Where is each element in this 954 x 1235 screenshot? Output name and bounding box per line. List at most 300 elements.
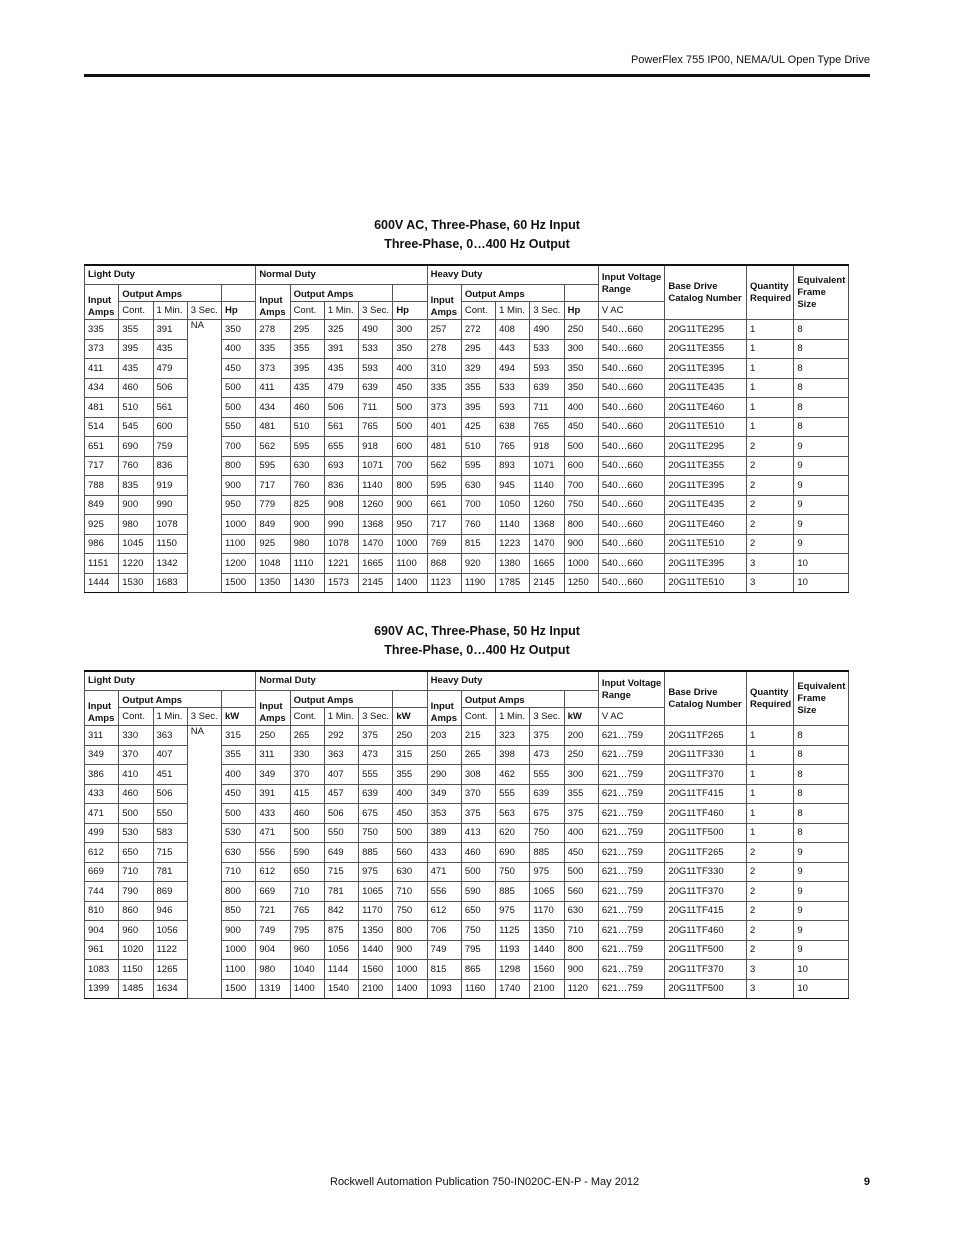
table-cell: 639 xyxy=(359,784,393,804)
table-cell: 443 xyxy=(496,339,530,359)
table-cell: 433 xyxy=(256,804,290,824)
table-cell: 1100 xyxy=(222,534,256,554)
table-cell: 925 xyxy=(256,534,290,554)
table-cell: 650 xyxy=(119,843,153,863)
caption-line-input: 600V AC, Three-Phase, 60 Hz Input xyxy=(374,218,580,232)
table-cell: 1400 xyxy=(290,979,324,999)
table-cell: 621…759 xyxy=(598,823,665,843)
table-cell: 500 xyxy=(564,862,598,882)
power-header: kW xyxy=(393,708,427,726)
table-cell: 8 xyxy=(794,726,849,746)
table-cell: 1048 xyxy=(256,554,290,574)
table-cell: 400 xyxy=(222,765,256,785)
table-cell: 1470 xyxy=(359,534,393,554)
table-cell: 3 xyxy=(746,979,793,999)
table-cell: 621…759 xyxy=(598,960,665,980)
table-cell: 471 xyxy=(256,823,290,843)
table-cell: 900 xyxy=(564,534,598,554)
table-cell: 500 xyxy=(564,437,598,457)
table-cell: 1150 xyxy=(153,534,187,554)
table-cell: 1634 xyxy=(153,979,187,999)
table-cell: 1193 xyxy=(496,940,530,960)
table-cell: 373 xyxy=(256,359,290,379)
table-cell: 330 xyxy=(119,726,153,746)
table-cell: 2 xyxy=(746,515,793,535)
table-cell: 779 xyxy=(256,495,290,515)
table-cell: 9 xyxy=(794,456,849,476)
table-cell: 621…759 xyxy=(598,765,665,785)
table-cell: 250 xyxy=(256,726,290,746)
three-sec-header: 3 Sec. xyxy=(187,708,221,726)
table-cell: 1071 xyxy=(359,456,393,476)
table-cell: 1160 xyxy=(461,979,495,999)
power-header: kW xyxy=(564,708,598,726)
table-cell: 500 xyxy=(222,804,256,824)
table-cell: 203 xyxy=(427,726,461,746)
table-cell: 710 xyxy=(222,862,256,882)
table-cell: 540…660 xyxy=(598,339,665,359)
table-cell: 10 xyxy=(794,960,849,980)
table-cell: 8 xyxy=(794,784,849,804)
table-cell: 1000 xyxy=(222,940,256,960)
table-cell: 1444 xyxy=(85,573,119,593)
table-cell: 315 xyxy=(222,726,256,746)
header-rule xyxy=(84,74,870,77)
table-cell: 323 xyxy=(496,726,530,746)
table-cell: 885 xyxy=(359,843,393,863)
table-cell: 1125 xyxy=(496,921,530,941)
heavy-duty-header: Heavy Duty xyxy=(427,671,598,691)
table-cell: 1000 xyxy=(393,534,427,554)
table-cell: 661 xyxy=(427,495,461,515)
table-cell: 765 xyxy=(359,417,393,437)
table-cell: 407 xyxy=(324,765,358,785)
table-cell: 612 xyxy=(427,901,461,921)
table-cell: 8 xyxy=(794,359,849,379)
table-cell: 20G11TF500 xyxy=(665,823,747,843)
table-cell: 849 xyxy=(85,495,119,515)
table-cell: 690 xyxy=(496,843,530,863)
table-cell: 1470 xyxy=(530,534,564,554)
table-cell: 350 xyxy=(564,378,598,398)
table-cell: 481 xyxy=(85,398,119,418)
caption-line-output: Three-Phase, 0…400 Hz Output xyxy=(384,643,570,657)
table-cell: 1071 xyxy=(530,456,564,476)
table-cell: 561 xyxy=(153,398,187,418)
table-cell: 1368 xyxy=(530,515,564,535)
three-sec-header: 3 Sec. xyxy=(530,302,564,320)
table-cell: 561 xyxy=(324,417,358,437)
one-min-header: 1 Min. xyxy=(324,302,358,320)
three-sec-header: 3 Sec. xyxy=(359,302,393,320)
table-cell: 1 xyxy=(746,359,793,379)
table-cell: 800 xyxy=(564,515,598,535)
table-cell: 457 xyxy=(324,784,358,804)
table-cell: 506 xyxy=(153,378,187,398)
table-cell: 975 xyxy=(496,901,530,921)
table-cell: 1350 xyxy=(530,921,564,941)
table-cell: 257 xyxy=(427,320,461,340)
table-cell: 875 xyxy=(324,921,358,941)
table-cell: 8 xyxy=(794,320,849,340)
table-cell: 555 xyxy=(496,784,530,804)
table-cell: 649 xyxy=(324,843,358,863)
table-cell: 1440 xyxy=(359,940,393,960)
table-cell: 980 xyxy=(256,960,290,980)
table-cell: 460 xyxy=(119,378,153,398)
table-cell: 1140 xyxy=(359,476,393,496)
table-cell: 1093 xyxy=(427,979,461,999)
table-cell: 850 xyxy=(222,901,256,921)
table-cell: 510 xyxy=(290,417,324,437)
table-cell: 675 xyxy=(530,804,564,824)
table-cell: 20G11TE510 xyxy=(665,573,747,593)
table-cell: 545 xyxy=(119,417,153,437)
table-cell: 595 xyxy=(461,456,495,476)
table-cell: 650 xyxy=(290,862,324,882)
table-cell: 1078 xyxy=(153,515,187,535)
table-cell: 556 xyxy=(256,843,290,863)
base-drive-header: Base Drive Catalog Number xyxy=(665,265,747,320)
table-cell: 700 xyxy=(564,476,598,496)
publication-info: Rockwell Automation Publication 750-IN020C-EN-P - May 2012 xyxy=(330,1176,640,1188)
table-cell: 8 xyxy=(794,339,849,359)
table-cell: 868 xyxy=(427,554,461,574)
table-cell: 1083 xyxy=(85,960,119,980)
table-cell: 389 xyxy=(427,823,461,843)
output-amps-header: Output Amps xyxy=(119,285,222,302)
header-row-duty xyxy=(85,265,849,285)
table-cell: 391 xyxy=(324,339,358,359)
table-cell: 460 xyxy=(119,784,153,804)
table-cell: 363 xyxy=(324,745,358,765)
table-cell: 506 xyxy=(324,398,358,418)
table-cell: 460 xyxy=(290,398,324,418)
table-cell: 556 xyxy=(427,882,461,902)
table-cell: 460 xyxy=(461,843,495,863)
page-number: 9 xyxy=(863,1176,870,1188)
table-cell: 510 xyxy=(119,398,153,418)
table-cell: 950 xyxy=(393,515,427,535)
table-cell: 1 xyxy=(746,823,793,843)
power-header-spacer xyxy=(222,691,256,708)
table-cell: 450 xyxy=(393,804,427,824)
table-cell: 278 xyxy=(256,320,290,340)
table-cell: 1065 xyxy=(359,882,393,902)
table-cell: 375 xyxy=(359,726,393,746)
table-cell: 639 xyxy=(530,784,564,804)
table-cell: 335 xyxy=(256,339,290,359)
table-cell: 349 xyxy=(256,765,290,785)
table-cell: 8 xyxy=(794,417,849,437)
table-cell: 639 xyxy=(359,378,393,398)
header-row-duty xyxy=(85,671,849,691)
table-cell: 2 xyxy=(746,843,793,863)
table-cell: 908 xyxy=(324,495,358,515)
table-cell: 450 xyxy=(222,784,256,804)
cont-header: Cont. xyxy=(461,708,495,726)
power-header-spacer xyxy=(564,285,598,302)
table-cell: 1400 xyxy=(393,979,427,999)
table-cell: 375 xyxy=(461,804,495,824)
input-voltage-header: Input Voltage Range xyxy=(598,671,665,708)
table-cell: 1221 xyxy=(324,554,358,574)
table-cell: 563 xyxy=(496,804,530,824)
table-cell: 980 xyxy=(119,515,153,535)
table-row xyxy=(85,726,849,746)
table-cell: 400 xyxy=(564,398,598,418)
table-cell: 415 xyxy=(290,784,324,804)
table-cell: 1000 xyxy=(222,515,256,535)
table-cell: 530 xyxy=(222,823,256,843)
table-cell: 411 xyxy=(85,359,119,379)
drive-ratings-table xyxy=(84,670,849,999)
table-cell: 335 xyxy=(427,378,461,398)
table-cell: 375 xyxy=(530,726,564,746)
table-cell: 651 xyxy=(85,437,119,457)
table-cell: 1 xyxy=(746,417,793,437)
table-cell: 20G11TF265 xyxy=(665,843,747,863)
table-cell: 710 xyxy=(393,882,427,902)
table-cell: 760 xyxy=(290,476,324,496)
table-cell: 200 xyxy=(564,726,598,746)
table-cell: 750 xyxy=(393,901,427,921)
cont-header: Cont. xyxy=(461,302,495,320)
table-cell: 1123 xyxy=(427,573,461,593)
table-cell: 900 xyxy=(222,476,256,496)
input-voltage-header: Input Voltage Range xyxy=(598,265,665,302)
table-cell: 842 xyxy=(324,901,358,921)
table-cell: 621…759 xyxy=(598,921,665,941)
table-cell: 1040 xyxy=(290,960,324,980)
table-cell: 990 xyxy=(324,515,358,535)
table-cell: 401 xyxy=(427,417,461,437)
table-cell: 612 xyxy=(85,843,119,863)
drive-ratings-table xyxy=(84,264,849,593)
table-cell: 600 xyxy=(393,437,427,457)
table-cell: 621…759 xyxy=(598,804,665,824)
table-cell: 900 xyxy=(290,515,324,535)
table-cell: 400 xyxy=(222,339,256,359)
table-cell: 20G11TF500 xyxy=(665,940,747,960)
table-cell: 395 xyxy=(290,359,324,379)
table-cell: 630 xyxy=(290,456,324,476)
table-cell: 450 xyxy=(564,417,598,437)
one-min-header: 1 Min. xyxy=(496,302,530,320)
table-cell: 533 xyxy=(496,378,530,398)
table-cell: 355 xyxy=(222,745,256,765)
one-min-header: 1 Min. xyxy=(153,302,187,320)
table-cell: 350 xyxy=(222,320,256,340)
table-cell: 1078 xyxy=(324,534,358,554)
cont-header: Cont. xyxy=(290,708,324,726)
table-cell: 540…660 xyxy=(598,573,665,593)
table-cell: 350 xyxy=(393,339,427,359)
table-cell: 490 xyxy=(359,320,393,340)
table-cell: 621…759 xyxy=(598,901,665,921)
power-header-spacer xyxy=(393,691,427,708)
table-cell: 540…660 xyxy=(598,398,665,418)
input-amps-header: Input Amps xyxy=(427,691,461,726)
table-cell: 395 xyxy=(461,398,495,418)
table-cell: 450 xyxy=(222,359,256,379)
table-cell: 630 xyxy=(222,843,256,863)
table-cell: 621…759 xyxy=(598,979,665,999)
table-cell: 2100 xyxy=(530,979,564,999)
table-cell: 1440 xyxy=(530,940,564,960)
table-cell: 20G11TE295 xyxy=(665,437,747,457)
table-cell: 295 xyxy=(461,339,495,359)
table-cell: 500 xyxy=(461,862,495,882)
table-cell: 750 xyxy=(359,823,393,843)
table-cell: 10 xyxy=(794,979,849,999)
table-cell: 265 xyxy=(461,745,495,765)
table-cell: 540…660 xyxy=(598,554,665,574)
table-cell: 20G11TF415 xyxy=(665,784,747,804)
table-cell: 2 xyxy=(746,862,793,882)
table-cell: 946 xyxy=(153,901,187,921)
table-cell: 370 xyxy=(119,745,153,765)
input-amps-header: Input Amps xyxy=(256,691,290,726)
table-cell: 355 xyxy=(119,320,153,340)
table-cell: 865 xyxy=(461,960,495,980)
heavy-duty-header: Heavy Duty xyxy=(427,265,598,285)
table-cell: 900 xyxy=(393,495,427,515)
table-cell: 308 xyxy=(461,765,495,785)
table-cell: 540…660 xyxy=(598,534,665,554)
table-cell: 590 xyxy=(461,882,495,902)
table-cell: 250 xyxy=(564,745,598,765)
table-cell: 1140 xyxy=(496,515,530,535)
table-cell: 2 xyxy=(746,901,793,921)
table-cell: 710 xyxy=(119,862,153,882)
table-cell: 1500 xyxy=(222,573,256,593)
table-cell: 540…660 xyxy=(598,320,665,340)
table-cell: 311 xyxy=(256,745,290,765)
table-cell: 20G11TF415 xyxy=(665,901,747,921)
table-cell: 410 xyxy=(119,765,153,785)
table-cell: 413 xyxy=(461,823,495,843)
table-cell: 1120 xyxy=(564,979,598,999)
table-cell: 1056 xyxy=(324,940,358,960)
table-cell: 9 xyxy=(794,862,849,882)
output-amps-header: Output Amps xyxy=(461,285,564,302)
table-cell: 560 xyxy=(393,843,427,863)
table-cell: 639 xyxy=(530,378,564,398)
table-cell: 1350 xyxy=(256,573,290,593)
table-cell: 693 xyxy=(324,456,358,476)
table-cell: 9 xyxy=(794,495,849,515)
table-cell: 353 xyxy=(427,804,461,824)
table-cell: 278 xyxy=(427,339,461,359)
table-cell: 479 xyxy=(153,359,187,379)
table-cell: 945 xyxy=(496,476,530,496)
table-cell: 918 xyxy=(530,437,564,457)
table-cell: 1298 xyxy=(496,960,530,980)
table-cell: 355 xyxy=(393,765,427,785)
table-cell: 20G11TF330 xyxy=(665,862,747,882)
table-cell: 711 xyxy=(359,398,393,418)
table-cell: 460 xyxy=(290,804,324,824)
table-cell: 349 xyxy=(85,745,119,765)
table-cell: 975 xyxy=(530,862,564,882)
table-cell: 595 xyxy=(256,456,290,476)
table-cell: 540…660 xyxy=(598,476,665,496)
table-cell: 590 xyxy=(290,843,324,863)
table-cell: 583 xyxy=(153,823,187,843)
table-cell: 407 xyxy=(153,745,187,765)
table-cell: 9 xyxy=(794,901,849,921)
table-cell: 3 xyxy=(746,960,793,980)
table-cell: 311 xyxy=(85,726,119,746)
table-cell: 1342 xyxy=(153,554,187,574)
table-cell: 593 xyxy=(359,359,393,379)
power-header-spacer xyxy=(564,691,598,708)
table-cell: 700 xyxy=(461,495,495,515)
table-cell: 471 xyxy=(85,804,119,824)
table-cell: 621…759 xyxy=(598,726,665,746)
table-cell: 1100 xyxy=(393,554,427,574)
table-cell: 650 xyxy=(461,901,495,921)
table-cell: 550 xyxy=(324,823,358,843)
table-cell: 960 xyxy=(119,921,153,941)
table-cell: 986 xyxy=(85,534,119,554)
table-cell: 1530 xyxy=(119,573,153,593)
table-cell: 1260 xyxy=(359,495,393,515)
table-row xyxy=(85,320,849,340)
output-amps-header: Output Amps xyxy=(290,691,393,708)
table-cell: 1 xyxy=(746,726,793,746)
table-cell: 1 xyxy=(746,398,793,418)
table-cell: 595 xyxy=(427,476,461,496)
table-cell: 750 xyxy=(530,823,564,843)
table-cell: 849 xyxy=(256,515,290,535)
table-cell: 1560 xyxy=(530,960,564,980)
table-cell: 918 xyxy=(359,437,393,457)
table-cell: 2 xyxy=(746,921,793,941)
table-cell: 540…660 xyxy=(598,456,665,476)
table-cell: 462 xyxy=(496,765,530,785)
table-cell: 836 xyxy=(324,476,358,496)
table-cell: 1144 xyxy=(324,960,358,980)
table-cell: 630 xyxy=(564,901,598,921)
table-cell: 10 xyxy=(794,573,849,593)
table-cell: 395 xyxy=(119,339,153,359)
table-cell: 434 xyxy=(85,378,119,398)
three-sec-header: 3 Sec. xyxy=(530,708,564,726)
light-duty-header: Light Duty xyxy=(85,265,256,285)
table-cell: 1122 xyxy=(153,940,187,960)
three-sec-header: 3 Sec. xyxy=(187,302,221,320)
one-min-header: 1 Min. xyxy=(153,708,187,726)
table-cell: 630 xyxy=(393,862,427,882)
frame-size-header: Equivalent Frame Size xyxy=(794,671,849,726)
table-cell: 8 xyxy=(794,804,849,824)
table-cell: 621…759 xyxy=(598,784,665,804)
table-cell: 1110 xyxy=(290,554,324,574)
table-cell: 1150 xyxy=(119,960,153,980)
table-cell: 506 xyxy=(324,804,358,824)
one-min-header: 1 Min. xyxy=(324,708,358,726)
table-cell: 669 xyxy=(256,882,290,902)
table-cell: 1260 xyxy=(530,495,564,515)
table-cell: 479 xyxy=(324,378,358,398)
light-duty-header: Light Duty xyxy=(85,671,256,691)
table-cell: 350 xyxy=(564,359,598,379)
table-cell: 9 xyxy=(794,476,849,496)
table-cell: 621…759 xyxy=(598,843,665,863)
table-cell: 1683 xyxy=(153,573,187,593)
